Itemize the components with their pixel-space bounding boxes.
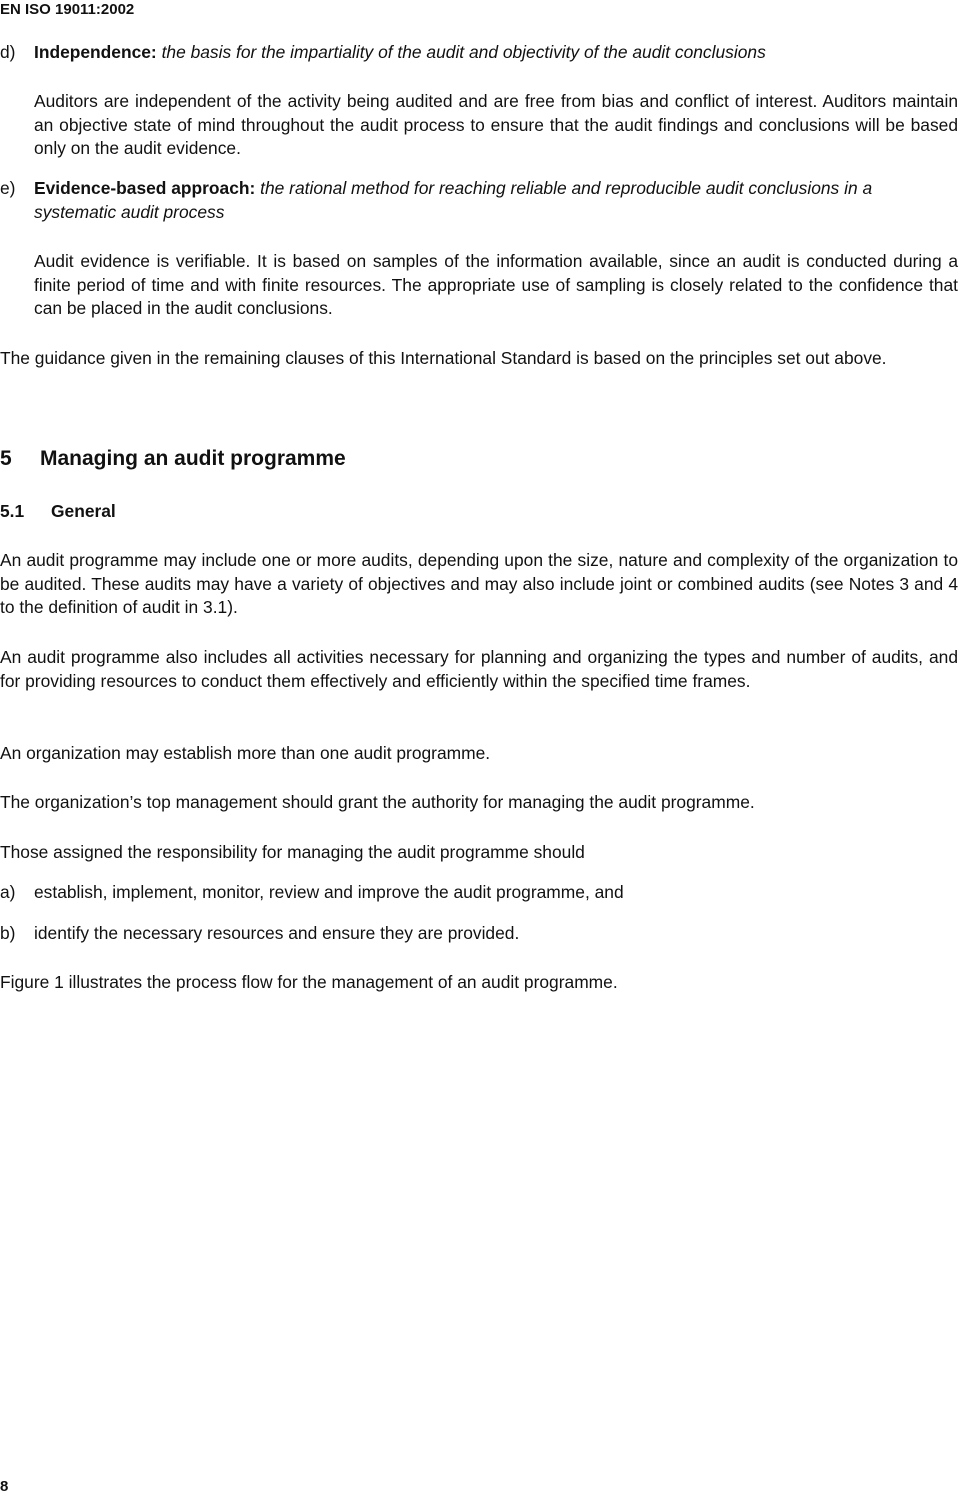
list-item-a-label: a) bbox=[0, 882, 16, 902]
principle-d-text: Auditors are independent of the activity being audited and are free from bias and conflict of interest. Auditors maintain an objective state of mind throughout the audit process to ensure that the audit findings and conclusions will be based only on the audit evidence. bbox=[34, 91, 958, 158]
principle-d-term: Independence: bbox=[34, 42, 157, 62]
general-paragraph-4: The organization’s top management should grant the authority for managing the audit programme. bbox=[0, 792, 755, 812]
list-item-a-text: establish, implement, monitor, review and improve the audit programme, and bbox=[34, 882, 624, 902]
principle-d-heading-text bbox=[34, 41, 958, 65]
list-item-b-text: identify the necessary resources and ensure they are provided. bbox=[34, 923, 520, 943]
principle-e-heading-text bbox=[34, 177, 956, 224]
document-id-header: EN ISO 19011:2002 bbox=[0, 1, 135, 18]
principle-d-definition: the basis for the impartiality of the audit and objectivity of the audit conclusions bbox=[161, 42, 766, 62]
subclause-5-1-title: General bbox=[51, 501, 116, 521]
principle-e-definition: the rational method for reaching reliable and reproducible audit conclusions in a systematic audit process bbox=[34, 178, 873, 222]
principle-d-label: d) bbox=[0, 42, 16, 62]
general-paragraph-3: An organization may establish more than one audit programme. bbox=[0, 743, 491, 763]
subclause-5-1-number: 5.1 bbox=[0, 501, 25, 521]
principle-e-label: e) bbox=[0, 178, 16, 198]
figure-reference-paragraph: Figure 1 illustrates the process flow for the management of an audit programme. bbox=[0, 972, 618, 992]
general-paragraph-1: An audit programme may include one or more audits, depending upon the size, nature and complexity of the organization to be audited. These audits may have a variety of objectives and may also include joint or combined audits (see Notes 3 and 4 to the definition of audit in 3.1). bbox=[0, 550, 958, 617]
subclause-5-1-heading bbox=[0, 499, 116, 523]
general-paragraph-5: Those assigned the responsibility for managing the audit programme should bbox=[0, 842, 585, 862]
clause-5-heading bbox=[0, 445, 346, 473]
clause-5-number: 5 bbox=[0, 447, 12, 470]
page-number: 8 bbox=[0, 1478, 9, 1495]
list-item-b-label: b) bbox=[0, 923, 16, 943]
general-paragraph-2: An audit programme also includes all activities necessary for planning and organizing the types and number of audits, and for providing resources to conduct them effectively and efficiently within the specified time frames. bbox=[0, 647, 958, 691]
principles-closing-paragraph: The guidance given in the remaining clauses of this International Standard is based on the principles set out above. bbox=[0, 348, 887, 368]
principle-e-term: Evidence-based approach: bbox=[34, 178, 256, 198]
clause-5-title: Managing an audit programme bbox=[40, 447, 346, 470]
principle-e-text: Audit evidence is verifiable. It is based on samples of the information available, since an audit is conducted during a finite period of time and with finite resources. The appropriate use of sampling is closely related to the confidence that can be placed in the audit conclusions. bbox=[34, 251, 958, 318]
